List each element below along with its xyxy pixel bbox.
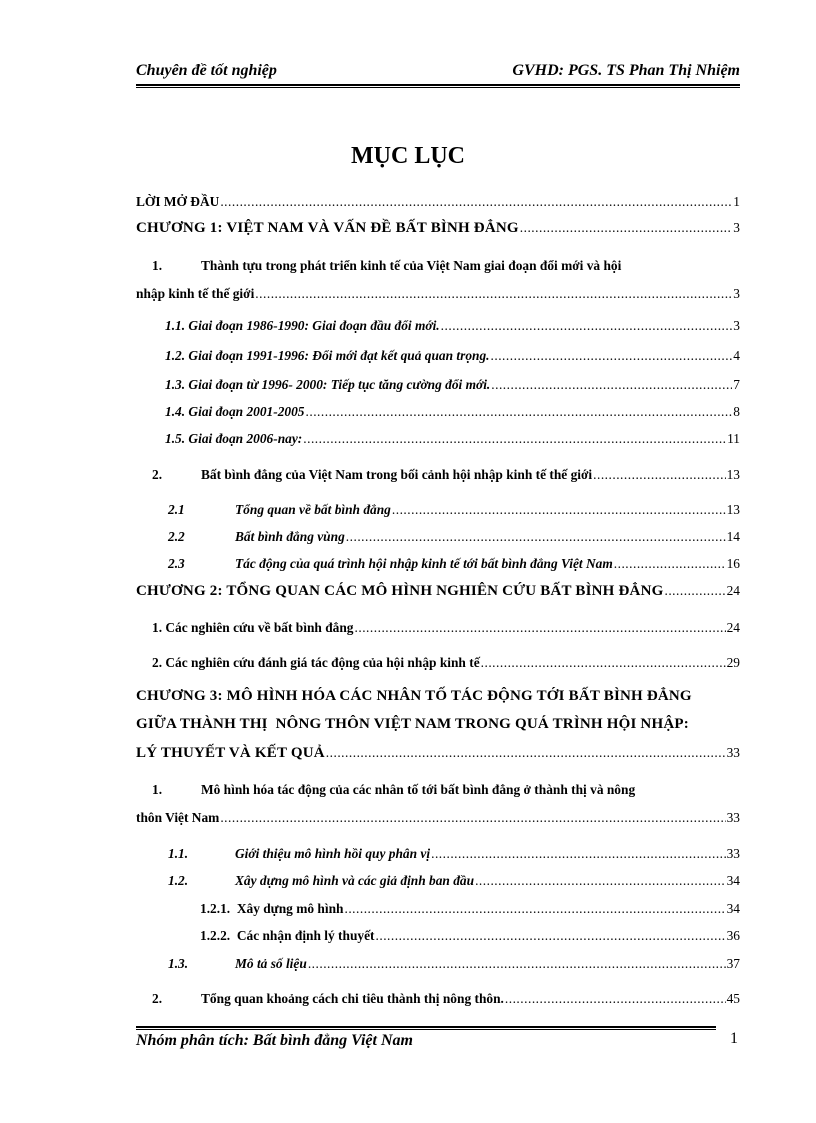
page-header (136, 62, 740, 84)
toc-entry-1-2[interactable]: Bất bình đẳng của Việt Nam trong bối cảnh hội nhập kinh tế thế giới ..... 13 (201, 467, 740, 483)
toc-entry-1-1-3[interactable]: 1.3. Giai đoạn từ 1996- 2000: Tiếp tục tăng cường đổi mới. ..... 7 (165, 377, 740, 393)
toc-entry-1-1[interactable]: nhập kinh tế thế giới ..... 3 (136, 286, 740, 302)
page-footer: Nhóm phân tích: Bất bình đẳng Việt Nam (136, 1032, 413, 1049)
toc-entry-3-2[interactable]: Tổng quan khoảng cách chi tiêu thành thị nông thôn. ..... 45 (201, 991, 740, 1007)
toc-entry-3-1-2-1[interactable]: 1.2.1. Xây dựng mô hình ..... 34 (200, 901, 740, 917)
toc-entry-chapter-1[interactable]: CHƯƠNG 1: VIỆT NAM VÀ VẤN ĐỀ BẤT BÌNH ĐẲNG ..... 3 (136, 220, 740, 237)
toc-entry-3-2-num: 2. (152, 991, 163, 1006)
header-rule-thin (136, 87, 740, 88)
toc-entry-3-1-1-num: 1.1. (168, 846, 189, 861)
footer-rule-thin (136, 1029, 716, 1030)
toc-entry-1-2-2-num: 2.2 (168, 529, 185, 544)
toc-entry-3-1-3[interactable]: Mô tả số liệu ..... 37 (235, 956, 740, 972)
toc-entry-1-1-5[interactable]: 1.5. Giai đoạn 2006-nay: ..... 11 (165, 431, 740, 447)
toc-entry-chapter-3-line2[interactable]: GIỮA THÀNH THỊ NÔNG THÔN VIỆT NAM TRONG QUÁ TRÌNH HỘI NHẬP: (136, 716, 689, 732)
toc-entry-1-1-4[interactable]: 1.4. Giai đoạn 2001-2005 ..... 8 (165, 404, 740, 420)
toc-entry-3-1-3-num: 1.3. (168, 956, 189, 971)
toc-entry-1-1-num: 1. (152, 258, 163, 273)
toc-entry-1-1-line1[interactable]: Thành tựu trong phát triển kinh tế của Việt Nam giai đoạn đổi mới và hội (201, 258, 622, 273)
toc-entry-loi-mo-dau[interactable]: LỜI MỞ ĐẦU ..... 1 (136, 194, 740, 210)
header-left: Chuyên đề tốt nghiệp (136, 62, 277, 79)
toc-entry-1-2-3[interactable]: Tác động của quá trình hội nhập kinh tế tới bất bình đẳng Việt Nam ..... 16 (235, 556, 740, 572)
toc-entry-3-1-num: 1. (152, 782, 163, 797)
toc-entry-chapter-2[interactable]: CHƯƠNG 2: TỔNG QUAN CÁC MÔ HÌNH NGHIÊN CỨU BẤT BÌNH ĐẲNG ..... 24 (136, 583, 740, 600)
toc-entry-1-2-num: 2. (152, 467, 163, 482)
toc-entry-3-1-2-num: 1.2. (168, 873, 189, 888)
toc-entry-3-1[interactable]: thôn Việt Nam ..... 33 (136, 810, 740, 826)
toc-entry-3-1-1[interactable]: Giới thiệu mô hình hồi quy phân vị ..... 33 (235, 846, 740, 862)
page-number: 1 (730, 1030, 738, 1047)
toc-entry-3-1-2[interactable]: Xây dựng mô hình và các giả định ban đầu ..... 34 (235, 873, 740, 889)
toc-entry-1-2-3-num: 2.3 (168, 556, 185, 571)
toc-entry-3-1-line1[interactable]: Mô hình hóa tác động của các nhân tố tới bất bình đẳng ở thành thị và nông (201, 782, 636, 797)
toc-entry-chapter-3-line1[interactable]: CHƯƠNG 3: MÔ HÌNH HÓA CÁC NHÂN TỐ TÁC ĐỘNG TỚI BẤT BÌNH ĐẲNG (136, 688, 692, 704)
page-title: MỤC LỤC (351, 143, 465, 169)
footer-rule (136, 1026, 716, 1028)
header-rule (136, 84, 740, 86)
toc-entry-2-2[interactable]: 2. Các nghiên cứu đánh giá tác động của hội nhập kinh tế ..... 29 (152, 655, 740, 671)
toc-entry-1-2-1-num: 2.1 (168, 502, 185, 517)
toc-entry-1-1-2[interactable]: 1.2. Giai đoạn 1991-1996: Đổi mới đạt kết quả quan trọng. ..... 4 (165, 348, 740, 364)
toc-entry-3-1-2-2[interactable]: 1.2.2. Các nhận định lý thuyết ..... 36 (200, 928, 740, 944)
header-right: GVHD: PGS. TS Phan Thị Nhiệm (512, 62, 740, 79)
toc-entry-1-2-1[interactable]: Tổng quan về bất bình đẳng ..... 13 (235, 502, 740, 518)
toc-entry-1-2-2[interactable]: Bất bình đẳng vùng ..... 14 (235, 529, 740, 545)
toc-entry-2-1[interactable]: 1. Các nghiên cứu về bất bình đẳng ..... 24 (152, 620, 740, 636)
toc-entry-1-1-1[interactable]: 1.1. Giai đoạn 1986-1990: Giai đoạn đầu đổi mới. ..... 3 (165, 318, 740, 334)
toc-entry-chapter-3[interactable]: LÝ THUYẾT VÀ KẾT QUẢ ..... 33 (136, 745, 740, 762)
